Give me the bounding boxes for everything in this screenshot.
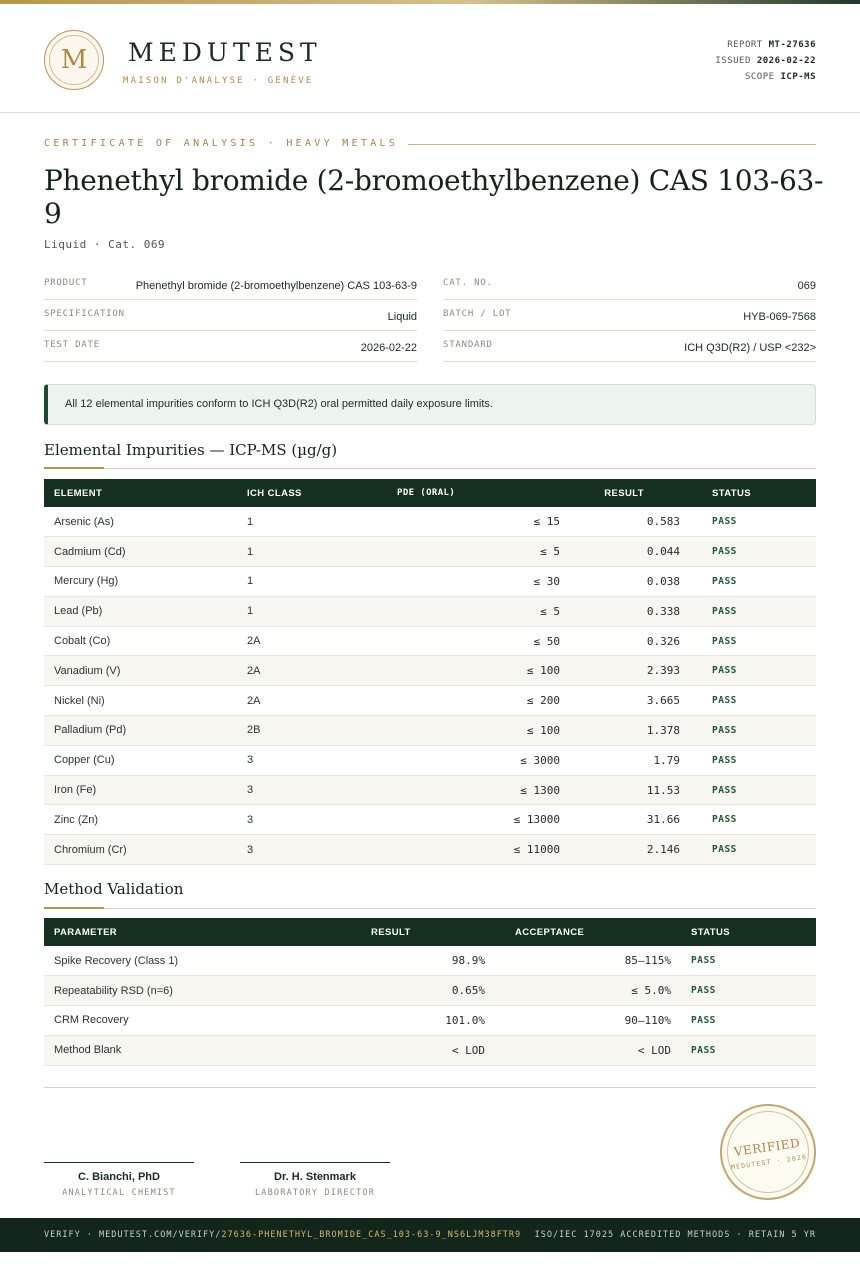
table-header-row <box>44 479 816 507</box>
result-cell: 1.79 <box>653 753 680 767</box>
ich-class-cell: 2A <box>247 694 261 707</box>
table-row <box>44 716 816 746</box>
table-row <box>44 686 816 716</box>
signature-block <box>240 1162 390 1198</box>
info-value: Liquid <box>387 311 417 323</box>
validation-section-title: Method Validation <box>44 880 184 898</box>
seal-main-text: VERIFIED <box>733 1135 802 1159</box>
result-cell: 3.665 <box>646 694 680 708</box>
result-cell: < LOD <box>451 1043 485 1057</box>
info-label: SPECIFICATION <box>44 309 125 319</box>
result-cell: 0.65% <box>451 984 485 998</box>
notice-text: All 12 elemental impurities conform to ICH Q3D(R2) oral permitted daily exposure limits. <box>65 398 493 410</box>
section-divider <box>44 468 816 469</box>
status-cell: PASS <box>712 575 737 587</box>
table-row <box>44 976 816 1006</box>
section-divider <box>44 908 816 909</box>
status-cell: PASS <box>712 754 737 766</box>
acceptance-cell: 90–110% <box>624 1013 671 1027</box>
element-cell: Vanadium (V) <box>54 664 121 677</box>
status-cell: PASS <box>712 635 737 647</box>
result-cell: 2.393 <box>646 664 680 678</box>
table-row <box>44 626 816 656</box>
document-title: Phenethyl bromide (2-bromoethylbenzene) CAS 103-63-9 <box>44 164 824 230</box>
column-header: STATUS <box>691 926 730 938</box>
table-row <box>44 537 816 567</box>
status-cell: PASS <box>712 546 737 558</box>
info-cat-no <box>443 269 816 300</box>
pde-cell: ≤ 50 <box>533 634 560 648</box>
result-cell: 2.146 <box>646 843 680 857</box>
validation-table <box>44 918 816 1066</box>
table-row <box>44 745 816 775</box>
section-accent <box>44 907 104 909</box>
result-cell: 0.326 <box>646 634 680 648</box>
status-cell: PASS <box>691 1014 716 1026</box>
pde-cell: ≤ 1300 <box>520 783 560 797</box>
pde-cell: ≤ 5 <box>540 545 560 559</box>
column-header: ACCEPTANCE <box>515 926 585 938</box>
table-row <box>44 1006 816 1036</box>
status-cell: PASS <box>712 724 737 736</box>
header <box>0 4 860 113</box>
status-cell: PASS <box>712 516 737 528</box>
result-cell: 98.9% <box>451 954 485 968</box>
signatory-name: Dr. H. Stenmark <box>274 1171 356 1183</box>
element-cell: Chromium (Cr) <box>54 843 127 856</box>
result-cell: 0.338 <box>646 604 680 618</box>
status-cell: PASS <box>712 665 737 677</box>
scope-value: ICP-MS <box>780 72 816 82</box>
acceptance-cell: < LOD <box>637 1043 671 1057</box>
info-specification <box>44 300 417 331</box>
status-cell: PASS <box>691 1044 716 1056</box>
info-label: BATCH / LOT <box>443 309 512 319</box>
table-row <box>44 835 816 865</box>
info-standard <box>443 331 816 362</box>
table-row <box>44 946 816 976</box>
ich-class-cell: 2A <box>247 635 261 648</box>
signature-block <box>44 1162 194 1198</box>
column-header: STATUS <box>712 487 751 499</box>
table-row <box>44 805 816 835</box>
parameter-cell: Method Blank <box>54 1044 122 1057</box>
table-row <box>44 596 816 626</box>
pde-cell: ≤ 13000 <box>513 813 560 827</box>
issued-label: ISSUED <box>715 56 751 66</box>
brand-name: MEDUTEST <box>128 38 322 67</box>
column-header: PDE (ORAL) <box>397 488 456 498</box>
result-cell: 0.583 <box>646 515 680 529</box>
signature-divider <box>44 1087 816 1088</box>
table-row <box>44 1035 816 1065</box>
element-cell: Palladium (Pd) <box>54 724 127 737</box>
seal-sub-text: MEDUTEST · 2026 <box>730 1152 808 1172</box>
pde-cell: ≤ 3000 <box>520 753 560 767</box>
eyebrow-divider <box>408 144 816 145</box>
element-cell: Iron (Fe) <box>54 784 97 797</box>
impurities-section-title: Elemental Impurities — ICP-MS (µg/g) <box>44 441 338 459</box>
accreditation-note: ISO/IEC 17025 ACCREDITED METHODS · RETAIN 5 YR <box>534 1230 816 1240</box>
signatory-name: C. Bianchi, PhD <box>78 1171 160 1183</box>
report-label: REPORT <box>727 40 763 50</box>
table-header-row <box>44 918 816 946</box>
signature-line <box>240 1162 390 1163</box>
status-cell: PASS <box>691 985 716 997</box>
element-cell: Cobalt (Co) <box>54 635 111 648</box>
pde-cell: ≤ 30 <box>533 574 560 588</box>
info-value: ICH Q3D(R2) / USP <232> <box>684 342 816 354</box>
logo-badge <box>44 30 104 90</box>
info-label: PRODUCT <box>44 278 88 288</box>
status-cell: PASS <box>712 844 737 856</box>
pde-cell: ≤ 11000 <box>513 843 560 857</box>
column-header: PARAMETER <box>54 926 118 938</box>
element-cell: Lead (Pb) <box>54 605 103 618</box>
table-row <box>44 775 816 805</box>
column-header: ELEMENT <box>54 487 103 499</box>
status-cell: PASS <box>712 814 737 826</box>
ich-class-cell: 3 <box>247 813 254 826</box>
report-meta <box>715 37 816 85</box>
pde-cell: ≤ 5 <box>540 604 560 618</box>
ich-class-cell: 2A <box>247 664 261 677</box>
ich-class-cell: 3 <box>247 843 254 856</box>
result-cell: 1.378 <box>646 723 680 737</box>
brand-tagline: MAISON D'ANALYSE · GENÈVE <box>123 76 314 86</box>
result-cell: 31.66 <box>646 813 680 827</box>
verify-prefix: VERIFY · MEDUTEST.COM/VERIFY/ <box>44 1230 222 1240</box>
verify-link[interactable] <box>44 1230 521 1240</box>
table-row <box>44 567 816 597</box>
acceptance-cell: 85–115% <box>624 954 671 968</box>
verified-seal <box>720 1104 816 1200</box>
info-batch <box>443 300 816 331</box>
info-value: 069 <box>797 280 816 292</box>
info-test-date <box>44 331 417 362</box>
ich-class-cell: 2B <box>247 724 261 737</box>
info-value: Phenethyl bromide (2-bromoethylbenzene) CAS 103-63-9 <box>135 280 417 292</box>
result-cell: 11.53 <box>646 783 680 797</box>
conformity-notice <box>44 384 816 425</box>
footer <box>0 1218 860 1252</box>
parameter-cell: Repeatability RSD (n=6) <box>54 984 173 997</box>
pde-cell: ≤ 15 <box>533 515 560 529</box>
parameter-cell: Spike Recovery (Class 1) <box>54 954 179 967</box>
info-value: 2026-02-22 <box>360 342 417 354</box>
ich-class-cell: 1 <box>247 545 254 558</box>
element-cell: Copper (Cu) <box>54 754 115 767</box>
scope-label: SCOPE <box>744 72 775 82</box>
info-product <box>44 269 417 300</box>
result-cell: 0.044 <box>646 545 680 559</box>
signatory-role: LABORATORY DIRECTOR <box>254 1188 376 1198</box>
element-cell: Cadmium (Cd) <box>54 545 126 558</box>
signature-line <box>44 1162 194 1163</box>
document-eyebrow: CERTIFICATE OF ANALYSIS · HEAVY METALS <box>44 138 399 149</box>
parameter-cell: CRM Recovery <box>54 1014 129 1027</box>
result-cell: 0.038 <box>646 574 680 588</box>
pde-cell: ≤ 100 <box>526 723 560 737</box>
element-cell: Arsenic (As) <box>54 515 114 528</box>
logo-monogram: M <box>49 35 99 85</box>
signatory-role: ANALYTICAL CHEMIST <box>62 1188 176 1198</box>
ich-class-cell: 3 <box>247 784 254 797</box>
status-cell: PASS <box>712 784 737 796</box>
column-header: ICH CLASS <box>247 487 302 499</box>
acceptance-cell: ≤ 5.0% <box>631 984 671 998</box>
status-cell: PASS <box>691 955 716 967</box>
verify-code: 27636-PHENETHYL_BROMIDE_CAS_103-63-9_NS6LJM38FTR9 <box>221 1230 522 1240</box>
info-label: CAT. NO. <box>443 278 493 288</box>
ich-class-cell: 1 <box>247 605 254 618</box>
impurities-table <box>44 479 816 865</box>
column-header: RESULT <box>371 926 411 938</box>
element-cell: Nickel (Ni) <box>54 694 105 707</box>
column-header: RESULT <box>604 487 644 499</box>
ich-class-cell: 1 <box>247 575 254 588</box>
table-row <box>44 507 816 537</box>
pde-cell: ≤ 200 <box>526 694 560 708</box>
document-subtitle: Liquid · Cat. 069 <box>44 238 166 251</box>
info-label: STANDARD <box>443 340 493 350</box>
status-cell: PASS <box>712 605 737 617</box>
issued-date: 2026-02-22 <box>756 56 816 66</box>
ich-class-cell: 1 <box>247 515 254 528</box>
report-number: MT-27636 <box>768 40 816 50</box>
pde-cell: ≤ 100 <box>526 664 560 678</box>
element-cell: Mercury (Hg) <box>54 575 119 588</box>
result-cell: 101.0% <box>445 1013 485 1027</box>
info-value: HYB-069-7568 <box>743 311 816 323</box>
info-label: TEST DATE <box>44 340 100 350</box>
ich-class-cell: 3 <box>247 754 254 767</box>
table-row <box>44 656 816 686</box>
element-cell: Zinc (Zn) <box>54 813 98 826</box>
section-accent <box>44 467 104 469</box>
status-cell: PASS <box>712 695 737 707</box>
